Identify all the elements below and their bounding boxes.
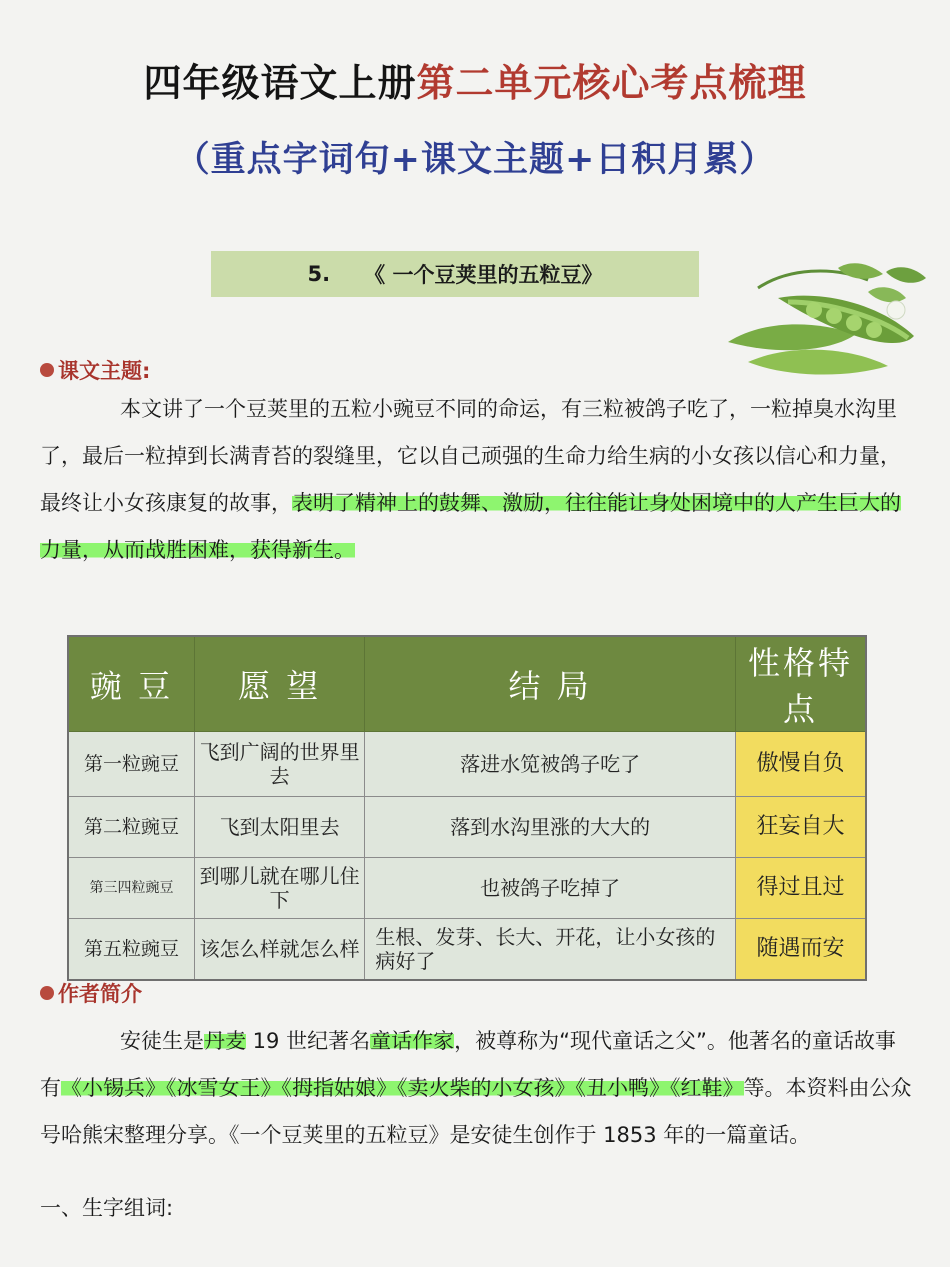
pea-name: 第五粒豌豆 [68, 919, 195, 981]
author-paragraph: 安徒生是丹麦 19 世纪著名童话作家，被尊称为“现代童话之父”。他著名的童话故事有《小锡兵》《冰雪女王》《拇指姑娘》《卖火柴的小女孩》《丑小鸭》《红鞋》等。本资料由公众号哈熊宋整理分享。《一个豆荚里的五粒豆》是安徒生创作于 1853 年的一篇童话。 [40, 1029, 912, 1147]
theme-highlight: 表明了精神上的鼓舞、激励，往往能让身处困境中的人产生巨大的力量，从而战胜困难，获得新生。 [40, 491, 901, 562]
pea-ending: 落进水笕被鸽子吃了 [365, 732, 736, 797]
pea-ending: 也被鸽子吃掉了 [365, 858, 736, 919]
pea-pod-illustration [718, 262, 930, 382]
pea-trait: 得过且过 [735, 858, 866, 919]
col-wish: 愿 望 [195, 636, 365, 732]
theme-heading: 课文主题: [40, 355, 150, 385]
page-title [0, 52, 950, 107]
pea-trait: 随遇而安 [735, 919, 866, 981]
pea-wish: 飞到广阔的世界里去 [195, 732, 365, 797]
col-pea: 豌 豆 [68, 636, 195, 732]
section-character-words: 一、生字组词: [40, 1196, 174, 1220]
col-ending: 结 局 [365, 636, 736, 732]
page-subtitle: （重点字词句+课文主题+日积月累） [174, 140, 776, 180]
col-trait: 性格特点 [735, 636, 866, 732]
pea-name: 第一粒豌豆 [68, 732, 195, 797]
title-unit: 第二单元核心考点梳理 [416, 61, 807, 105]
pea-name: 第二粒豌豆 [68, 797, 195, 858]
theme-paragraph [40, 386, 912, 574]
author-heading: 作者简介 [40, 978, 142, 1008]
table-row [68, 919, 866, 981]
lesson-number: 5. [307, 262, 331, 286]
table-row [68, 858, 866, 919]
pea-wish: 到哪儿就在哪儿住下 [195, 858, 365, 919]
pea-name: 第三四粒豌豆 [68, 858, 195, 919]
highlight-fairy-writer: 童话作家 [370, 1029, 455, 1053]
lesson-title: 《 一个豆荚里的五粒豆》 [364, 263, 603, 287]
pea-trait: 狂妄自大 [735, 797, 866, 858]
pea-wish: 该怎么样就怎么样 [195, 919, 365, 981]
pea-fate-table [67, 635, 867, 981]
pea-ending: 落到水沟里涨的大大的 [365, 797, 736, 858]
pea-trait: 傲慢自负 [735, 732, 866, 797]
table-header-row [68, 636, 866, 732]
bullet-dot-icon [40, 363, 54, 377]
highlight-denmark: 丹麦 [204, 1029, 246, 1053]
title-grade: 四年级语文上册 [143, 61, 417, 105]
table-row [68, 797, 866, 858]
lesson-banner [211, 251, 699, 297]
table-row [68, 732, 866, 797]
highlight-works: 《小锡兵》《冰雪女王》《拇指姑娘》《卖火柴的小女孩》《丑小鸭》《红鞋》 [61, 1076, 744, 1100]
pea-ending: 生根、发芽、长大、开花，让小女孩的病好了 [365, 919, 736, 981]
theme-text: 本文讲了一个豆荚里的五粒小豌豆不同的命运，有三粒被鸽子吃了，一粒掉臭水沟里了，最后一粒掉到长满青苔的裂缝里，它以自己顽强的生命力给生病的小女孩以信心和力量，最终让小女孩康复的故事， [40, 397, 901, 515]
pea-wish: 飞到太阳里去 [195, 797, 365, 858]
bullet-dot-icon [40, 986, 54, 1000]
